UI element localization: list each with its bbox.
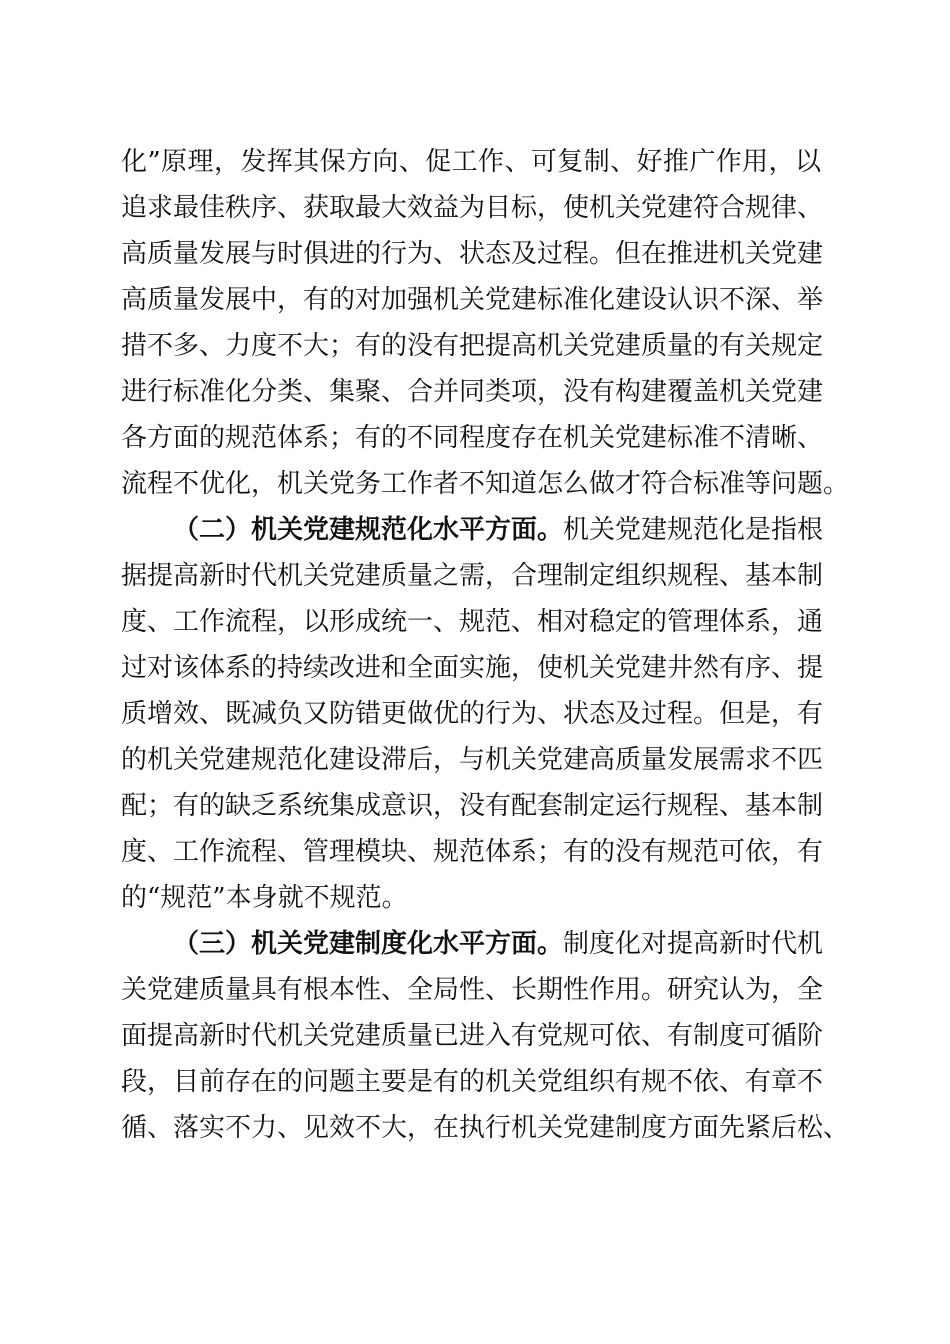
paragraph-2-line-1: [121, 507, 824, 553]
paragraph-1-line-7: 各方面的规范体系；有的不同程度存在机关党建标准不清晰、: [121, 423, 824, 453]
paragraph-3-first-line-text: 制度化对提高新时代机: [563, 929, 824, 959]
paragraph-3-line-2: 关党建质量具有根本性、全局性、长期性作用。研究认为，全: [121, 975, 824, 1005]
paragraph-3-line-5: 循、落实不力、见效不大，在执行机关党建制度方面先紧后松、: [121, 1113, 850, 1143]
paragraph-2-line-5: 质增效、既减负又防错更做优的行为、状态及过程。但是，有: [121, 699, 824, 729]
paragraph-1-line-3: 高质量发展与时俱进的行为、状态及过程。但在推进机关党建: [121, 239, 824, 269]
paragraph-1-line-6: 进行标准化分类、集聚、合并同类项，没有构建覆盖机关党建: [121, 377, 824, 407]
paragraph-3-line-4: 段，目前存在的问题主要是有的机关党组织有规不依、有章不: [121, 1067, 824, 1097]
paragraph-2-line-4: 过对该体系的持续改进和全面实施，使机关党建井然有序、提: [121, 653, 824, 683]
paragraph-2-line-8: 度、工作流程、管理模块、规范体系；有的没有规范可依，有: [121, 837, 824, 867]
paragraph-2-line-2: 据提高新时代机关党建质量之需，合理制定组织规程、基本制: [121, 561, 824, 591]
section-heading-3: （三）机关党建制度化水平方面。: [173, 929, 564, 959]
paragraph-1-line-1: 化”原理，发挥其保方向、促工作、可复制、好推广作用，以: [121, 147, 821, 177]
paragraph-2-line-7: 配；有的缺乏系统集成意识，没有配套制定运行规程、基本制: [121, 791, 824, 821]
paragraph-3-line-1: [121, 921, 824, 967]
paragraph-1-line-2: 追求最佳秩序、获取最大效益为目标，使机关党建符合规律、: [121, 193, 824, 223]
section-heading-2: （二）机关党建规范化水平方面。: [173, 515, 564, 545]
document-body: [121, 139, 850, 1151]
paragraph-1-line-8: 流程不优化，机关党务工作者不知道怎么做才符合标准等问题。: [121, 469, 850, 499]
paragraph-1-line-5: 措不多、力度不大；有的没有把提高机关党建质量的有关规定: [121, 331, 824, 361]
paragraph-2-first-line-text: 机关党建规范化是指根: [563, 515, 824, 545]
paragraph-3-line-3: 面提高新时代机关党建质量已进入有党规可依、有制度可循阶: [121, 1021, 824, 1051]
paragraph-2-line-3: 度、工作流程，以形成统一、规范、相对稳定的管理体系，通: [121, 607, 824, 637]
paragraph-2-line-9: 的“规范”本身就不规范。: [121, 883, 408, 913]
paragraph-2-line-6: 的机关党建规范化建设滞后，与机关党建高质量发展需求不匹: [121, 745, 824, 775]
paragraph-1-line-4: 高质量发展中，有的对加强机关党建标准化建设认识不深、举: [121, 285, 824, 315]
